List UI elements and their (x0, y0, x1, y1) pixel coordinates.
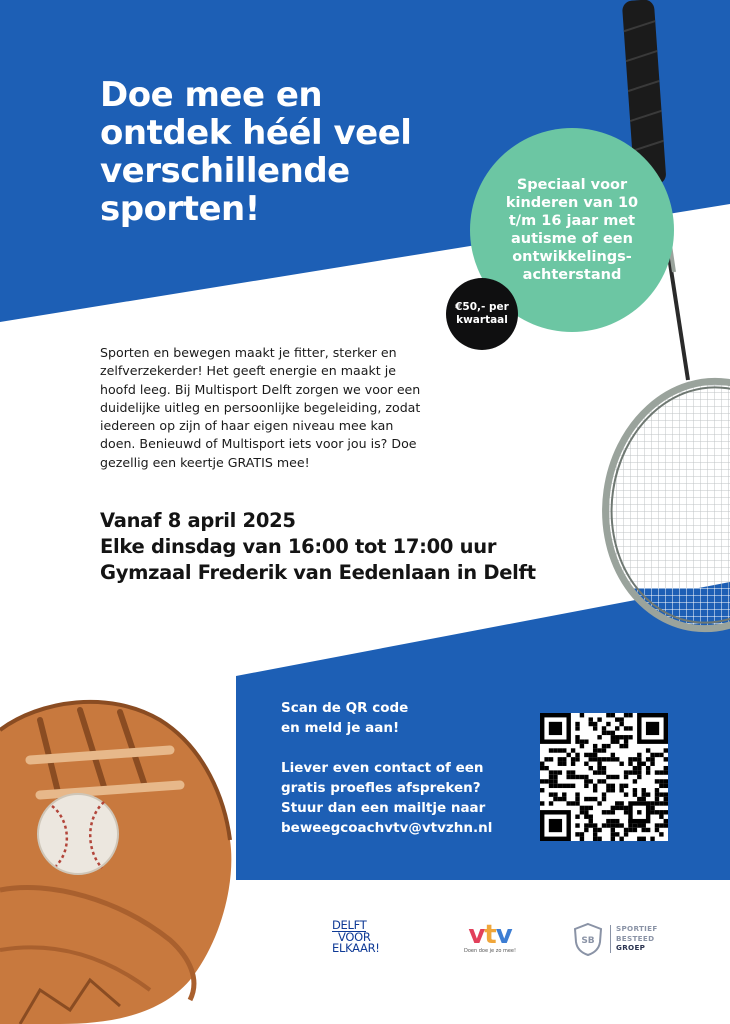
intro-line: duidelijke uitleg en persoonlijke begeleiding, zodat (100, 399, 421, 415)
event-location: Gymzaal Frederik van Eedenlaan in Delft (100, 561, 536, 584)
intro-line: doen. Benieuwd of Multisport iets voor jou is? Doe (100, 436, 417, 452)
vtv-logo (458, 922, 522, 955)
contact-line: Liever even contact of een (281, 760, 484, 776)
event-info (100, 508, 536, 586)
vtv-tagline: Doen doe je zo mee! (464, 948, 516, 954)
delft-logo-word: VOOR (338, 930, 371, 944)
baseball-glove-icon (0, 690, 250, 1024)
contact-line: Stuur dan een mailtje naar (281, 800, 486, 816)
intro-line: gezellig een keertje GRATIS mee! (100, 454, 310, 470)
audience-badge-line: t/m 16 jaar met (508, 213, 636, 229)
sportief-besteed-groep-logo (572, 922, 672, 956)
headline-line: verschillende (100, 151, 350, 191)
headline (100, 76, 460, 228)
delft-voor-elkaar-logo (332, 920, 392, 954)
intro-line: zelfverzekerder! Het geeft energie en maakt je (100, 363, 396, 379)
audience-badge-line: Speciaal voor (516, 177, 628, 193)
event-time: Elke dinsdag van 16:00 tot 17:00 uur (100, 535, 497, 558)
vtv-logo-mark: vtv (468, 920, 512, 950)
audience-badge-line: ontwikkelings- (512, 249, 632, 265)
intro-line: hoofd leeg. Bij Multisport Delft zorgen we voor een (100, 381, 421, 397)
baseball-icon (38, 794, 118, 874)
audience-badge-line: kinderen van 10 (505, 195, 639, 211)
scan-line: en meld je aan! (281, 720, 400, 736)
contact-block (281, 698, 521, 838)
sportief-logo-word: SPORTIEF (616, 924, 658, 933)
scan-line: Scan de QR code (281, 700, 409, 716)
sportief-logo-word: GROEP (616, 943, 646, 952)
event-date: Vanaf 8 april 2025 (100, 509, 296, 532)
price-badge-line: €50,- per (455, 301, 509, 313)
audience-badge-line: autisme of een (511, 231, 633, 247)
intro-line: iedereen op zijn of haar eigen niveau mee kan (100, 418, 394, 434)
intro-paragraph (100, 344, 460, 472)
shield-mark-text: SB (581, 936, 595, 946)
delft-logo-word: DELFT (332, 918, 367, 932)
sportief-logo-word: BESTEED (616, 933, 655, 943)
badminton-racket-icon (560, 0, 730, 670)
headline-line: Doe mee en (100, 75, 323, 115)
audience-badge-line: achterstand (522, 267, 622, 283)
delft-logo-word: ELKAAR! (332, 941, 380, 955)
contact-line: gratis proefles afspreken? (281, 780, 481, 796)
shield-icon (572, 922, 604, 956)
contact-email[interactable]: beweegcoachvtv@vtvzhn.nl (281, 820, 493, 836)
intro-line: Sporten en bewegen maakt je fitter, sterker en (100, 345, 397, 360)
headline-line: sporten! (100, 189, 260, 229)
headline-line: ontdek héél veel (100, 113, 412, 153)
price-badge-line: kwartaal (456, 314, 508, 326)
qr-code-icon[interactable] (540, 713, 668, 841)
price-badge (446, 278, 518, 350)
